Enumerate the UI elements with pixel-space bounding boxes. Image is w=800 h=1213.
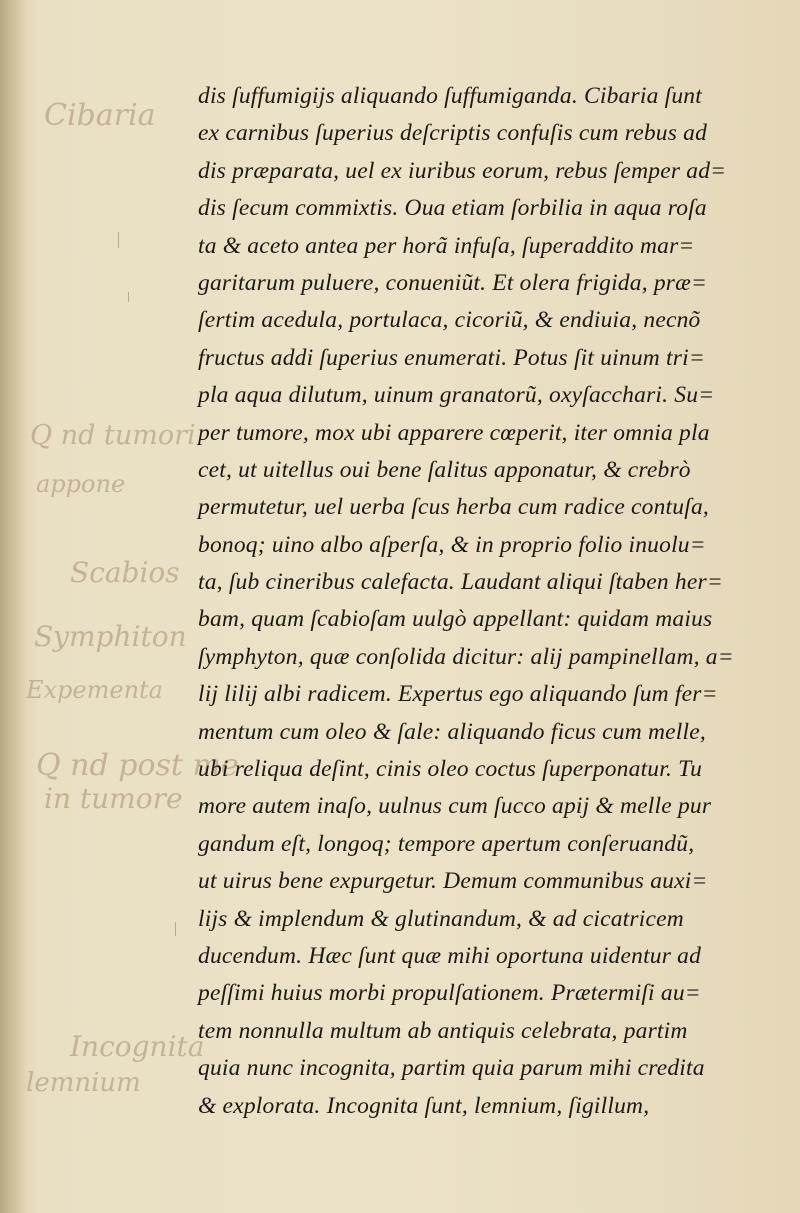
text-line: per tumore, mox ubi apparere cœperit, iter omnia pla <box>198 419 710 446</box>
text-line: mentum cum oleo & ſale: aliquando ficus cum melle, <box>198 718 706 745</box>
text-line: bonoq; uino albo aſperſa, & in proprio folio inuolu= <box>198 531 706 558</box>
text-line: more autem inaſo, uulnus cum ſucco apij & melle pur <box>198 793 712 820</box>
text-line: ubi reliqua deſint, cinis oleo coctus ſuperponatur. Tu <box>198 756 703 783</box>
text-line: gandum eſt, longoq; tempore apertum conſeruandũ, <box>198 830 695 857</box>
text-line: tem nonnulla multum ab antiquis celebrata, partim <box>198 1017 688 1044</box>
text-line: bam, quam ſcabioſam uulgò appellant: quidam maius <box>198 606 713 633</box>
text-line: ſertim acedula, portulaca, cicoriũ, & endiuia, necnõ <box>198 307 701 334</box>
text-line: dis ſecum commixtis. Oua etiam ſorbilia in aqua roſa <box>198 195 707 222</box>
margin-note: in tumore <box>44 782 183 815</box>
margin-note: appone <box>36 470 126 498</box>
text-line: ta & aceto antea per horã infuſa, ſuperaddito mar= <box>198 232 695 259</box>
text-line: pla aqua dilutum, uinum granatorũ, oxyſacchari. Su= <box>198 382 715 409</box>
text-line: ducendum. Hæc ſunt quæ mihi oportuna uidentur ad <box>198 942 702 969</box>
margin-note: Q nd post me <box>36 748 239 783</box>
margin-note: Q nd tumori <box>30 420 196 451</box>
text-line: & explorata. Incognita ſunt, lemnium, ſigillum, <box>198 1092 650 1119</box>
text-line: dis ſuffumigijs aliquando ſuffumiganda. Cibaria ſunt <box>198 83 702 109</box>
text-line: ta, ſub cineribus calefacta. Laudant aliqui ſtaben her= <box>198 569 723 596</box>
text-line: lijs & implendum & glutinandum, & ad cicatricem <box>198 905 684 932</box>
stray-ink-mark <box>175 922 176 936</box>
margin-note: Cibaria <box>44 98 156 133</box>
text-line: fructus addi ſuperius enumerati. Potus ſit uinum tri= <box>198 344 705 371</box>
text-line: garitarum puluere, conueniũt. Et olera frigida, præ= <box>198 269 708 296</box>
text-line: ut uirus bene expurgetur. Demum communibus auxi= <box>198 868 708 895</box>
text-line: dis præparata, uel ex iuribus eorum, rebus ſemper ad= <box>198 157 727 184</box>
stray-ink-mark <box>118 232 119 248</box>
book-gutter <box>0 0 26 1213</box>
margin-note: Scabios <box>70 556 180 589</box>
text-line: permutetur, uel uerba ſcus herba cum radice contuſa, <box>198 494 709 521</box>
main-text-block <box>198 78 768 1125</box>
text-line: ex carnibus ſuperius deſcriptis confuſis cum rebus ad <box>198 120 708 147</box>
margin-note: Expementa <box>26 676 163 704</box>
margin-note: Symphiton <box>34 620 187 653</box>
margin-note: lemnium <box>26 1068 141 1098</box>
stray-ink-mark <box>128 292 129 302</box>
text-line: cet, ut uitellus oui bene ſalitus apponatur, & crebrò <box>198 456 691 483</box>
margin-note: Incognita <box>70 1030 205 1063</box>
text-line: ſymphyton, quæ conſolida dicitur: alij pampinellam, a= <box>198 643 734 670</box>
text-line: quia nunc incognita, partim quia parum mihi credita <box>198 1055 705 1082</box>
text-line: peſſimi huius morbi propulſationem. Prætermiſi au= <box>198 980 701 1007</box>
text-line: lij lilij albi radicem. Expertus ego aliquando ſum fer= <box>198 681 718 708</box>
